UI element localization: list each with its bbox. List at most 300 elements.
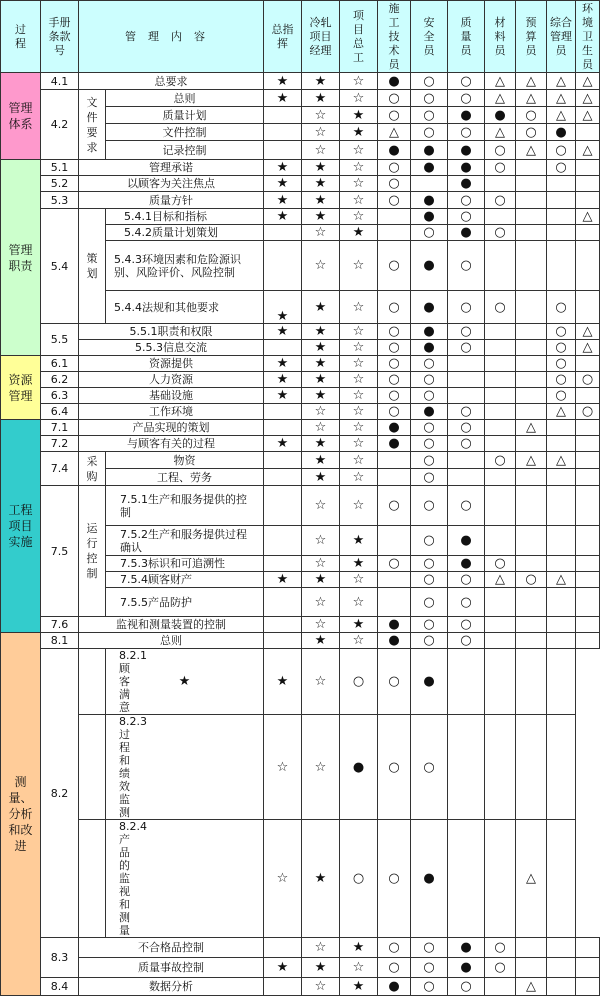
responsibility-mark: ○ (411, 556, 448, 572)
responsibility-mark (516, 556, 547, 572)
responsibility-mark: ● (411, 324, 448, 340)
responsibility-mark: ★ (302, 192, 340, 209)
responsibility-mark: ○ (485, 192, 516, 209)
table-row (1, 90, 600, 107)
responsibility-mark: ☆ (340, 291, 378, 324)
responsibility-mark (485, 649, 516, 715)
responsibility-mark: ○ (448, 241, 485, 291)
responsibility-mark: ★ (264, 436, 302, 452)
management-content: 文件控制 (106, 124, 264, 141)
responsibility-mark: ☆ (340, 192, 378, 209)
responsibility-mark: ○ (448, 291, 485, 324)
responsibility-mark (576, 617, 600, 633)
responsibility-mark (448, 356, 485, 372)
responsibility-mark: ○ (411, 124, 448, 141)
responsibility-mark (264, 124, 302, 141)
table-row (1, 356, 600, 372)
management-content: 管理承诺 (79, 160, 264, 176)
responsibility-mark: △ (485, 572, 516, 588)
responsibility-mark: ★ (340, 617, 378, 633)
responsibility-mark (576, 978, 600, 996)
responsibility-mark (547, 649, 576, 715)
responsibility-mark: ● (448, 225, 485, 241)
responsibility-mark: ○ (485, 452, 516, 469)
responsibility-mark (516, 958, 547, 978)
responsibility-mark (516, 176, 547, 192)
responsibility-mark: ☆ (340, 356, 378, 372)
responsibility-mark (264, 938, 302, 958)
responsibility-mark (485, 617, 516, 633)
management-content: 工程、劳务 (106, 469, 264, 486)
clause-number: 6.1 (41, 356, 79, 372)
responsibility-mark (516, 588, 547, 617)
management-content: 物资 (106, 452, 264, 469)
responsibility-mark (547, 715, 576, 820)
clause-number: 6.4 (41, 404, 79, 420)
responsibility-mark: ★ (302, 436, 340, 452)
responsibility-mark: ☆ (340, 436, 378, 452)
responsibility-mark: △ (576, 209, 600, 225)
table-row (1, 340, 600, 356)
responsibility-mark: ★ (302, 356, 340, 372)
responsibility-mark: ★ (106, 649, 264, 715)
responsibility-mark: ○ (448, 90, 485, 107)
header-row (1, 1, 600, 73)
header-role: 项目总工 (340, 1, 378, 73)
responsibility-mark: △ (547, 404, 576, 420)
responsibility-mark (516, 160, 547, 176)
responsibility-mark: ★ (302, 452, 340, 469)
header-role: 预算员 (516, 1, 547, 73)
responsibility-mark (516, 715, 547, 820)
responsibility-mark (485, 469, 516, 486)
clause-number: 5.1 (41, 160, 79, 176)
responsibility-mark: ★ (340, 978, 378, 996)
responsibility-mark: ● (378, 73, 411, 90)
responsibility-mark: △ (485, 73, 516, 90)
header-role: 材料员 (485, 1, 516, 73)
responsibility-mark (547, 225, 576, 241)
responsibility-mark: ● (411, 241, 448, 291)
responsibility-mark: △ (516, 978, 547, 996)
responsibility-mark: ● (547, 124, 576, 141)
responsibility-mark: ○ (378, 107, 411, 124)
responsibility-mark (576, 225, 600, 241)
responsibility-mark: ○ (448, 588, 485, 617)
responsibility-mark: ○ (448, 209, 485, 225)
responsibility-mark: ● (411, 209, 448, 225)
responsibility-mark: ○ (411, 452, 448, 469)
responsibility-mark (547, 633, 576, 649)
responsibility-mark (547, 958, 576, 978)
responsibility-mark: ★ (302, 90, 340, 107)
responsibility-mark: ○ (411, 90, 448, 107)
responsibility-mark (485, 820, 516, 938)
responsibility-mark (485, 633, 516, 649)
responsibility-mark: ○ (378, 340, 411, 356)
management-content: 人力资源 (79, 372, 264, 388)
responsibility-mark: ● (411, 820, 448, 938)
responsibility-mark: ○ (485, 958, 516, 978)
management-content: 质量方针 (79, 192, 264, 209)
responsibility-mark: ● (378, 617, 411, 633)
management-content: 工作环境 (79, 404, 264, 420)
responsibility-mark (485, 404, 516, 420)
responsibility-mark: ○ (485, 556, 516, 572)
responsibility-mark: △ (576, 340, 600, 356)
responsibility-mark: ★ (302, 572, 340, 588)
responsibility-mark (576, 572, 600, 588)
responsibility-mark: ○ (411, 978, 448, 996)
responsibility-mark: ★ (264, 90, 302, 107)
management-content: 5.4.1目标和指标 (106, 209, 264, 225)
management-content: 5.4.2质量计划策划 (106, 225, 264, 241)
table-row (1, 404, 600, 420)
responsibility-mark: △ (516, 141, 547, 160)
management-content: 5.5.3信息交流 (79, 340, 264, 356)
responsibility-mark: ○ (448, 404, 485, 420)
management-content: 7.5.4顾客财产 (106, 572, 264, 588)
header-role: 冷轧项目经理 (302, 1, 340, 73)
responsibility-mark: ○ (378, 556, 411, 572)
responsibility-mark: ☆ (340, 241, 378, 291)
responsibility-mark: ★ (264, 572, 302, 588)
responsibility-mark: ● (378, 436, 411, 452)
responsibility-mark: ○ (411, 588, 448, 617)
responsibility-mark: ★ (302, 73, 340, 90)
responsibility-mark: ○ (411, 436, 448, 452)
responsibility-mark (547, 978, 576, 996)
responsibility-mark: ○ (378, 356, 411, 372)
responsibility-mark (264, 107, 302, 124)
responsibility-mark: ★ (302, 633, 340, 649)
responsibility-mark (264, 469, 302, 486)
responsibility-mark (378, 452, 411, 469)
responsibility-mark: ○ (378, 958, 411, 978)
responsibility-mark: ☆ (340, 388, 378, 404)
clause-number: 7.4 (41, 452, 79, 486)
responsibility-mark: ○ (411, 572, 448, 588)
header-role: 综合管理员 (547, 1, 576, 73)
responsibility-mark: ○ (411, 633, 448, 649)
responsibility-mark (516, 356, 547, 372)
responsibility-mark: ★ (302, 340, 340, 356)
management-content: 资源提供 (79, 356, 264, 372)
responsibility-mark: △ (516, 73, 547, 90)
section-label: 资源管理 (1, 356, 41, 420)
responsibility-mark: ○ (448, 486, 485, 526)
responsibility-mark: ☆ (340, 372, 378, 388)
responsibility-mark: ● (448, 556, 485, 572)
responsibility-mark (378, 572, 411, 588)
responsibility-mark (411, 176, 448, 192)
responsibility-mark: ○ (378, 291, 411, 324)
responsibility-mark: ☆ (302, 141, 340, 160)
responsibility-mark: ○ (547, 388, 576, 404)
responsibility-mark (516, 209, 547, 225)
responsibility-mark: ○ (378, 241, 411, 291)
responsibility-mark (485, 340, 516, 356)
clause-number: 5.2 (41, 176, 79, 192)
responsibility-mark (576, 388, 600, 404)
table-row (1, 820, 600, 938)
header-manual-clause: 手册条款号 (41, 1, 79, 73)
responsibility-mark: ○ (378, 388, 411, 404)
responsibility-mark: ☆ (340, 340, 378, 356)
responsibility-mark: ● (411, 649, 448, 715)
responsibility-mark: ★ (340, 938, 378, 958)
responsibility-mark (378, 209, 411, 225)
responsibility-mark (547, 526, 576, 556)
responsibility-mark: ● (411, 340, 448, 356)
responsibility-mark: ○ (547, 160, 576, 176)
management-content: 8.2.3过程和绩效监测 (79, 715, 106, 820)
table-row (1, 388, 600, 404)
responsibility-mark (448, 715, 485, 820)
responsibility-mark: ○ (516, 107, 547, 124)
responsibility-mark (264, 141, 302, 160)
clause-number: 7.5 (41, 486, 79, 617)
clause-number: 6.2 (41, 372, 79, 388)
responsibility-mark (516, 469, 547, 486)
responsibility-mark: ☆ (340, 572, 378, 588)
responsibility-mark: ● (411, 141, 448, 160)
responsibility-mark: ● (378, 141, 411, 160)
management-content: 总则 (79, 633, 264, 649)
responsibility-mark: ☆ (340, 209, 378, 225)
header-management-content: 管理内容 (79, 1, 264, 73)
management-content: 数据分析 (79, 978, 264, 996)
responsibility-mark: ☆ (340, 176, 378, 192)
responsibility-mark (576, 160, 600, 176)
responsibility-mark: ● (448, 526, 485, 556)
responsibility-mark: ● (448, 107, 485, 124)
responsibility-mark: ● (448, 141, 485, 160)
responsibility-mark: ○ (485, 141, 516, 160)
responsibility-mark (264, 340, 302, 356)
management-content: 总则 (106, 90, 264, 107)
header-role: 总指挥 (264, 1, 302, 73)
table-row (1, 715, 600, 820)
clause-number: 8.2 (41, 649, 79, 938)
responsibility-mark: ★ (302, 820, 340, 938)
clause-number: 4.1 (41, 73, 79, 90)
responsibility-mark (576, 452, 600, 469)
responsibility-mark (264, 978, 302, 996)
responsibility-mark (576, 633, 600, 649)
responsibility-mark (547, 556, 576, 572)
responsibility-mark (516, 241, 547, 291)
responsibility-mark: ● (378, 633, 411, 649)
responsibility-mark: ☆ (264, 715, 302, 820)
subgroup-label: 文件要求 (79, 90, 106, 160)
responsibility-mark: ○ (448, 324, 485, 340)
responsibility-mark: ○ (378, 649, 411, 715)
responsibility-mark (547, 436, 576, 452)
management-content: 质量事故控制 (79, 958, 264, 978)
responsibility-mark: ● (411, 160, 448, 176)
responsibility-mark: ○ (378, 404, 411, 420)
responsibility-mark (516, 649, 547, 715)
responsibility-mark: ○ (516, 124, 547, 141)
responsibility-mark (576, 469, 600, 486)
responsibility-mark (576, 192, 600, 209)
responsibility-mark: ★ (264, 192, 302, 209)
management-content: 产品实现的策划 (79, 420, 264, 436)
responsibility-mark: ○ (378, 820, 411, 938)
responsibility-mark (576, 176, 600, 192)
responsibility-mark: △ (576, 324, 600, 340)
management-content: 5.4.3环境因素和危险源识别、风险评价、风险控制 (106, 241, 264, 291)
table-row (1, 192, 600, 209)
responsibility-mark (485, 978, 516, 996)
responsibility-mark (547, 820, 576, 938)
responsibility-mark: ☆ (340, 73, 378, 90)
clause-number: 5.4 (41, 209, 79, 324)
responsibility-mark: ○ (547, 356, 576, 372)
responsibility-mark (264, 404, 302, 420)
responsibility-mark: ☆ (340, 958, 378, 978)
responsibility-mark (485, 356, 516, 372)
management-content: 8.2.1顾客满意 (79, 649, 106, 715)
responsibility-mark: ○ (411, 958, 448, 978)
responsibility-mark (378, 526, 411, 556)
responsibility-mark (547, 192, 576, 209)
clause-number: 6.3 (41, 388, 79, 404)
responsibility-mark: ○ (448, 124, 485, 141)
management-content: 质量计划 (106, 107, 264, 124)
responsibility-mark (485, 526, 516, 556)
responsibility-mark: ★ (340, 107, 378, 124)
responsibility-mark (516, 617, 547, 633)
responsibility-mark: ○ (516, 572, 547, 588)
responsibility-mark: ☆ (302, 526, 340, 556)
responsibility-mark: ☆ (340, 588, 378, 617)
responsibility-mark: ★ (340, 556, 378, 572)
responsibility-mark: ○ (411, 938, 448, 958)
responsibility-mark: ☆ (340, 633, 378, 649)
responsibility-mark: ☆ (302, 486, 340, 526)
responsibility-mark: ○ (411, 486, 448, 526)
responsibility-mark: ○ (485, 225, 516, 241)
responsibility-mark: △ (516, 820, 547, 938)
responsibility-mark: △ (516, 90, 547, 107)
responsibility-mark (485, 324, 516, 340)
responsibility-mark: ★ (264, 73, 302, 90)
responsibility-mark: ★ (340, 124, 378, 141)
clause-number: 5.3 (41, 192, 79, 209)
management-content: 8.2.4产品的监视和测量 (79, 820, 106, 938)
table-row (1, 938, 600, 958)
management-content: 不合格品控制 (79, 938, 264, 958)
management-content: 7.5.3标识和可追溯性 (106, 556, 264, 572)
responsibility-mark (485, 588, 516, 617)
responsibility-mark: ○ (485, 160, 516, 176)
responsibility-mark: ○ (448, 978, 485, 996)
clause-number: 7.6 (41, 617, 79, 633)
responsibility-mark: ○ (448, 617, 485, 633)
responsibility-mark (547, 176, 576, 192)
responsibility-mark (516, 291, 547, 324)
responsibility-mark (516, 372, 547, 388)
responsibility-mark (485, 176, 516, 192)
responsibility-mark: △ (576, 90, 600, 107)
responsibility-mark (448, 452, 485, 469)
responsibility-mark: ○ (448, 572, 485, 588)
responsibility-mark (264, 526, 302, 556)
responsibility-mark: ● (411, 192, 448, 209)
responsibility-mark: ○ (448, 340, 485, 356)
management-content: 5.4.4法规和其他要求 (106, 291, 264, 324)
responsibility-mark: ★ (302, 209, 340, 225)
responsibility-mark (547, 209, 576, 225)
responsibility-mark (485, 420, 516, 436)
responsibility-mark (576, 241, 600, 291)
responsibility-mark (547, 420, 576, 436)
responsibility-mark: ★ (302, 160, 340, 176)
clause-number: 8.3 (41, 938, 79, 978)
header-role: 质量员 (448, 1, 485, 73)
management-content: 基础设施 (79, 388, 264, 404)
responsibility-mark: ○ (378, 324, 411, 340)
responsibility-mark: ● (411, 404, 448, 420)
responsibility-mark: △ (547, 107, 576, 124)
table-row (1, 73, 600, 90)
responsibility-mark (547, 588, 576, 617)
clause-number: 7.2 (41, 436, 79, 452)
table-row (1, 452, 600, 469)
responsibility-mark (576, 291, 600, 324)
responsibility-mark: ○ (411, 617, 448, 633)
responsibility-mark (516, 324, 547, 340)
responsibility-mark: △ (378, 124, 411, 141)
responsibility-mark (576, 556, 600, 572)
responsibility-mark: ☆ (340, 420, 378, 436)
responsibility-mark: ○ (411, 73, 448, 90)
responsibility-mark (264, 617, 302, 633)
responsibility-mark: ★ (264, 160, 302, 176)
responsibility-mark: ○ (448, 73, 485, 90)
responsibility-mark: ○ (378, 160, 411, 176)
responsibility-mark: ○ (378, 372, 411, 388)
responsibility-mark: ● (378, 978, 411, 996)
responsibility-mark (264, 588, 302, 617)
responsibility-mark (378, 225, 411, 241)
responsibility-mark: ○ (378, 486, 411, 526)
responsibility-mark: ○ (547, 372, 576, 388)
responsibility-mark (485, 436, 516, 452)
responsibility-mark: ★ (302, 469, 340, 486)
responsibility-mark: △ (576, 107, 600, 124)
responsibility-mark: ● (448, 160, 485, 176)
responsibility-mark (448, 372, 485, 388)
clause-number: 8.1 (41, 633, 79, 649)
table-row (1, 617, 600, 633)
responsibility-mark: ○ (411, 420, 448, 436)
responsibility-mark (485, 715, 516, 820)
responsibility-mark (264, 225, 302, 241)
responsibility-mark: ★ (302, 958, 340, 978)
responsibility-mark: △ (516, 452, 547, 469)
responsibility-mark: ○ (485, 938, 516, 958)
section-label: 工程项目实施 (1, 420, 41, 633)
responsibility-mark (448, 469, 485, 486)
responsibility-mark: ○ (448, 420, 485, 436)
responsibility-mark (516, 486, 547, 526)
section-label: 管理体系 (1, 73, 41, 160)
responsibility-mark: ○ (448, 633, 485, 649)
responsibility-mark: ○ (340, 820, 378, 938)
